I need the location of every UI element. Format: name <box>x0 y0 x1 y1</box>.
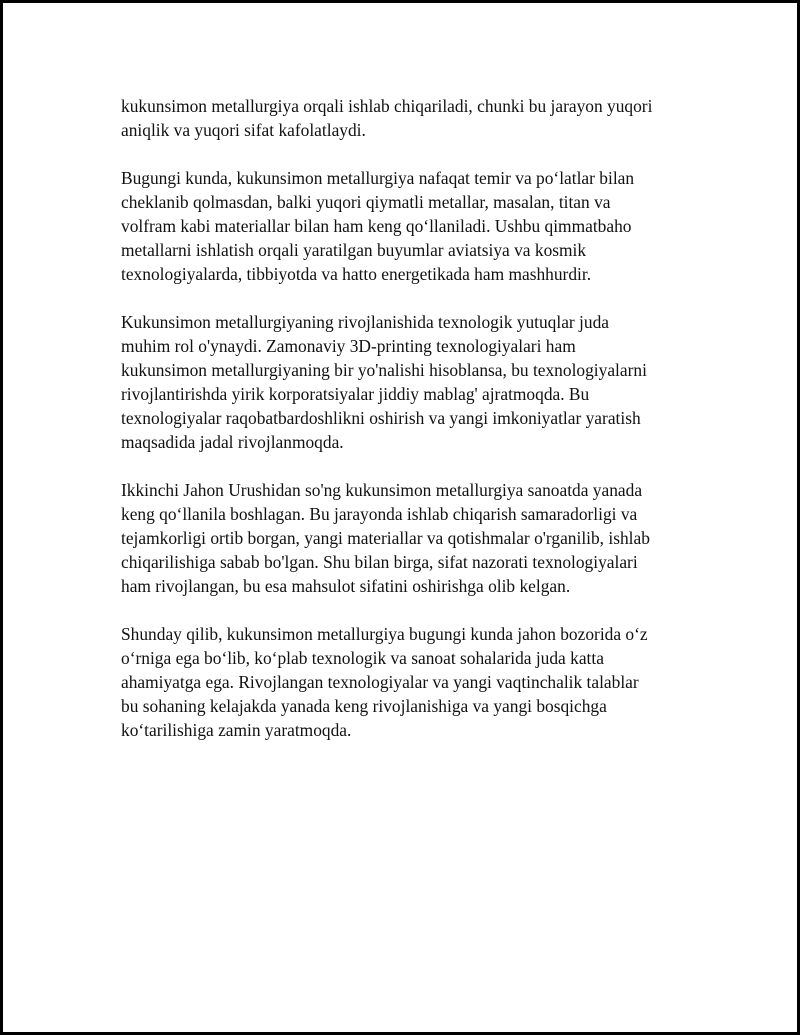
paragraph-3 <box>121 310 701 454</box>
paragraph-line: cheklanib qolmasdan, balki yuqori qiymatli metallar, masalan, titan va <box>121 192 611 212</box>
paragraph-line: aniqlik va yuqori sifat kafolatlaydi. <box>121 120 366 140</box>
paragraph-line: metallarni ishlatish orqali yaratilgan buyumlar aviatsiya va kosmik <box>121 240 587 260</box>
paragraph-line: o‘rniga ega bo‘lib, ko‘plab texnologik va sanoat sohalarida juda katta <box>121 648 604 668</box>
paragraph-line: volfram kabi materiallar bilan ham keng qo‘llaniladi. Ushbu qimmatbaho <box>121 216 632 236</box>
paragraph-line: Shunday qilib, kukunsimon metallurgiya bugungi kunda jahon bozorida o‘z <box>121 624 648 644</box>
paragraph-line: kukunsimon metallurgiya orqali ishlab chiqariladi, chunki bu jarayon yuqori <box>121 96 653 116</box>
paragraph-line: kukunsimon metallurgiyaning bir yo'nalishi hisoblansa, bu texnologiyalarni <box>121 360 647 380</box>
paragraph-line: Bugungi kunda, kukunsimon metallurgiya nafaqat temir va po‘latlar bilan <box>121 168 635 188</box>
paragraph-line: bu sohaning kelajakda yanada keng rivojlanishiga va yangi bosqichga <box>121 696 607 716</box>
paragraph-line: keng qo‘llanila boshlagan. Bu jarayonda ishlab chiqarish samaradorligi va <box>121 504 638 524</box>
paragraph-line: texnologiyalar raqobatbardoshlikni oshirish va yangi imkoniyatlar yaratish <box>121 408 641 428</box>
paragraph-line: ahamiyatga ega. Rivojlangan texnologiyalar va yangi vaqtinchalik talablar <box>121 672 639 692</box>
paragraph-1 <box>121 94 701 142</box>
paragraph-line: Ikkinchi Jahon Urushidan so'ng kukunsimon metallurgiya sanoatda yanada <box>121 480 643 500</box>
paragraph-4 <box>121 478 701 598</box>
paragraph-line: ham rivojlangan, bu esa mahsulot sifatini oshirishga olib kelgan. <box>121 576 571 596</box>
paragraph-line: maqsadida jadal rivojlanmoqda. <box>121 432 344 452</box>
paragraph-line: chiqarilishiga sabab bo'lgan. Shu bilan birga, sifat nazorati texnologiyalari <box>121 552 638 572</box>
paragraph-5 <box>121 622 701 742</box>
paragraph-line: texnologiyalarda, tibbiyotda va hatto energetikada ham mashhurdir. <box>121 264 592 284</box>
paragraph-line: ko‘tarilishiga zamin yaratmoqda. <box>121 720 352 740</box>
paragraph-line: tejamkorligi ortib borgan, yangi materiallar va qotishmalar o'rganilib, ishlab <box>121 528 650 548</box>
paragraph-2 <box>121 166 701 286</box>
paragraph-line: Kukunsimon metallurgiyaning rivojlanishida texnologik yutuqlar juda <box>121 312 609 332</box>
paragraph-line: rivojlantirishda yirik korporatsiyalar jiddiy mablag' ajratmoqda. Bu <box>121 384 590 404</box>
paragraph-line: muhim rol o'ynaydi. Zamonaviy 3D-printing texnologiyalari ham <box>121 336 576 356</box>
document-body <box>121 94 701 766</box>
